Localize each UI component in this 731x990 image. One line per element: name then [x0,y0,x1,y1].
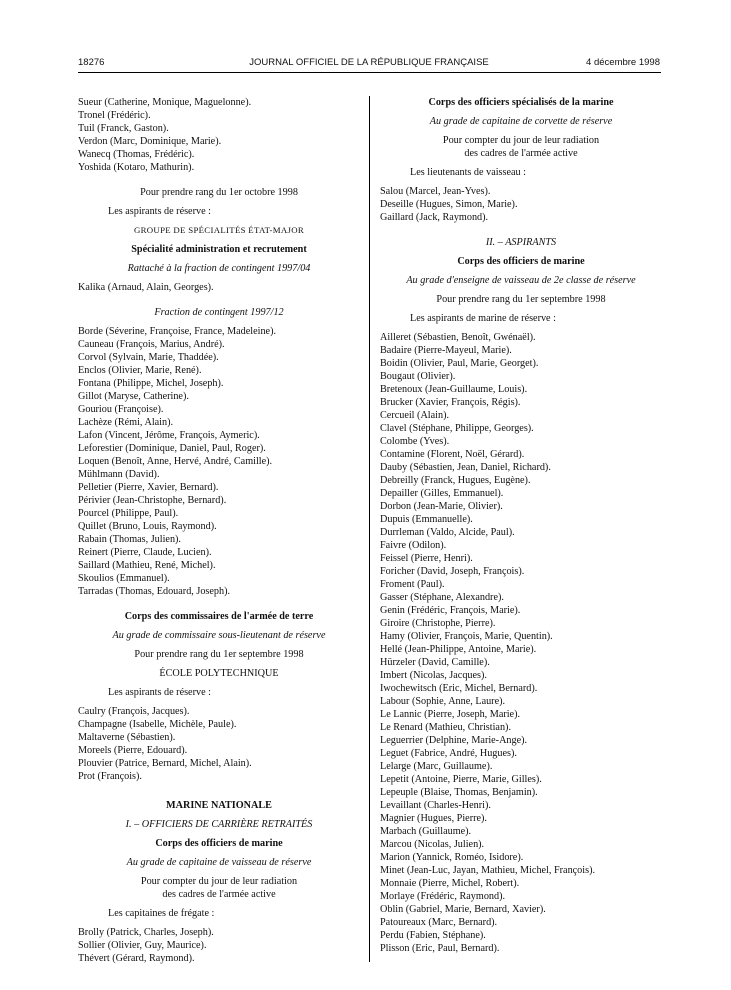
list-item: Tuil (Franck, Gaston). [78,123,169,134]
list-item: Labour (Sophie, Anne, Laure). [380,696,506,707]
rank-date: Pour prendre rang du 1er septembre 1998 [134,649,304,660]
list-item: Gasser (Stéphane, Alexandre). [380,592,504,603]
list-item: Loquen (Benoît, Anne, Hervé, André, Camille). [78,456,273,467]
list-item: Deseille (Hugues, Simon, Marie). [380,199,518,210]
list-item: Tarradas (Thomas, Edouard, Joseph). [78,586,231,597]
list-item: Verdon (Marc, Dominique, Marie). [78,136,222,147]
subheading: Au grade de commissaire sous-lieutenant de réserve [112,630,326,641]
list-item: Fontana (Philippe, Michel, Joseph). [78,378,224,389]
list-item: Hamy (Olivier, François, Marie, Quentin). [380,631,553,642]
list-intro: Les aspirants de réserve : [108,206,211,217]
effective-note: des cadres de l'armée active [464,148,578,159]
list-item: Iwochewitsch (Eric, Michel, Bernard). [380,683,538,694]
list-item: Dupuis (Emmanuelle). [380,514,473,525]
section-heading: Corps des commissaires de l'armée de terre [124,611,314,622]
left-column [78,96,360,965]
list-item: Périvier (Jean-Christophe, Bernard). [78,495,227,506]
list-item: Patoureaux (Marc, Bernard). [380,917,498,928]
subheading: II. – ASPIRANTS [485,237,557,248]
list-item: Contamine (Florent, Noël, Gérard). [380,449,525,460]
list-item: Bretenoux (Jean-Guillaume, Louis). [380,384,528,395]
subheading: Au grade de capitaine de vaisseau de réserve [126,857,312,868]
list-item: Lepetit (Antoine, Pierre, Marie, Gilles). [380,774,542,785]
list-item: Salou (Marcel, Jean-Yves). [380,186,491,197]
header-rule [78,72,661,73]
right-column [380,96,662,955]
list-item: Borde (Séverine, Françoise, France, Madeleine). [78,326,277,337]
list-intro: Les aspirants de réserve : [108,687,211,698]
subheading: Fraction de contingent 1997/12 [154,307,284,318]
list-item: Boidin (Olivier, Paul, Marie, Georget). [380,358,539,369]
list-item: Quillet (Bruno, Louis, Raymond). [78,521,217,532]
subheading: Au grade d'enseigne de vaisseau de 2e classe de réserve [406,275,636,286]
list-item: Pelletier (Pierre, Xavier, Bernard). [78,482,219,493]
list-item: Froment (Paul). [380,579,445,590]
list-item: Leguerrier (Delphine, Marie-Ange). [380,735,528,746]
major-heading: MARINE NATIONALE [166,800,272,811]
list-item: Brolly (Patrick, Charles, Joseph). [78,927,214,938]
list-item: Skoulios (Emmanuel). [78,573,170,584]
list-item: Lepeuple (Blaise, Thomas, Benjamin). [380,787,538,798]
group-heading: GROUPE DE SPÉCIALITÉS ÉTAT-MAJOR [133,225,305,235]
list-item: Champagne (Isabelle, Michèle, Paule). [78,719,237,730]
rank-date: Pour prendre rang du 1er septembre 1998 [436,294,606,305]
list-item: Tronel (Frédéric). [78,110,151,121]
effective-note: Pour compter du jour de leur radiation [140,876,298,887]
list-item: Prot (François). [78,771,142,782]
list-item: Marbach (Guillaume). [380,826,472,837]
list-item: Durrleman (Valdo, Alcide, Paul). [380,527,515,538]
list-intro: Les capitaines de frégate : [108,908,215,919]
list-item: Gaillard (Jack, Raymond). [380,212,489,223]
list-item: Morlaye (Frédéric, Raymond). [380,891,506,902]
list-item: Levaillant (Charles-Henri). [380,800,491,811]
list-item: Lelarge (Marc, Guillaume). [380,761,493,772]
page-header [78,57,660,71]
list-item: Perdu (Fabien, Stéphane). [380,930,486,941]
list-item: Plisson (Eric, Paul, Bernard). [380,943,500,954]
list-item: Saillard (Mathieu, René, Michel). [78,560,216,571]
rank-date: Pour prendre rang du 1er octobre 1998 [140,187,298,198]
journal-title: JOURNAL OFFICIEL DE LA RÉPUBLIQUE FRANÇAISE [249,57,489,68]
column-divider [369,96,370,962]
section-heading: Corps des officiers de marine [457,256,585,267]
list-item: Lafon (Vincent, Jérôme, François, Aymeric). [78,430,260,441]
list-item: Yoshida (Kotaro, Mathurin). [78,162,195,173]
list-item: Maltaverne (Sébastien). [78,732,176,743]
effective-note: des cadres de l'armée active [162,889,276,900]
list-item: Lachèze (Rémi, Alain). [78,417,174,428]
list-item: Oblin (Gabriel, Marie, Bernard, Xavier). [380,904,546,915]
list-item: Brucker (Xavier, François, Régis). [380,397,521,408]
list-item: Reinert (Pierre, Claude, Lucien). [78,547,212,558]
list-item: Ailleret (Sébastien, Benoît, Gwénaël). [380,332,536,343]
list-item: Gillot (Maryse, Catherine). [78,391,189,402]
list-item: Thévert (Gérard, Raymond). [78,953,195,964]
effective-note: Pour compter du jour de leur radiation [442,135,600,146]
list-item: Sueur (Catherine, Monique, Maguelonne). [78,97,252,108]
subheading: Au grade de capitaine de corvette de réserve [429,116,613,127]
list-item: Caulry (François, Jacques). [78,706,190,717]
list-item: Enclos (Olivier, Marie, René). [78,365,202,376]
list-item: Depailler (Gilles, Emmanuel). [380,488,504,499]
list-item: Dauby (Sébastien, Jean, Daniel, Richard). [380,462,551,473]
list-item: Faivre (Odilon). [380,540,447,551]
list-item: Le Renard (Mathieu, Christian). [380,722,511,733]
issue-date: 4 décembre 1998 [586,57,660,68]
list-item: Marcou (Nicolas, Julien). [380,839,485,850]
list-item: Clavel (Stéphane, Philippe, Georges). [380,423,534,434]
list-item: Hellé (Jean-Philippe, Antoine, Marie). [380,644,537,655]
list-item: Debreilly (Franck, Hugues, Eugène). [380,475,531,486]
list-item: Genin (Frédéric, François, Marie). [380,605,521,616]
list-item: Gouriou (Françoise). [78,404,164,415]
list-item: Sollier (Olivier, Guy, Maurice). [78,940,207,951]
list-item: Colombe (Yves). [380,436,450,447]
list-item: Dorbon (Jean-Marie, Olivier). [380,501,503,512]
list-item: Pourcel (Philippe, Paul). [78,508,179,519]
list-item: Imbert (Nicolas, Jacques). [380,670,487,681]
list-item: Hürzeler (David, Camille). [380,657,490,668]
list-item: Giroire (Christophe, Pierre). [380,618,496,629]
section-heading: Corps des officiers de marine [155,838,283,849]
list-item: Plouvier (Patrice, Bernard, Michel, Alain). [78,758,252,769]
list-item: Le Lannic (Pierre, Joseph, Marie). [380,709,521,720]
list-item: Marion (Yannick, Roméo, Isidore). [380,852,524,863]
list-item: Cercueil (Alain). [380,410,450,421]
list-item: Rabain (Thomas, Julien). [78,534,181,545]
list-item: Corvol (Sylvain, Marie, Thaddée). [78,352,219,363]
list-intro: Les aspirants de marine de réserve : [410,313,556,324]
list-intro: Les lieutenants de vaisseau : [410,167,526,178]
list-item: Minet (Jean-Luc, Jayan, Mathieu, Michel, François). [380,865,596,876]
list-item: Foricher (David, Joseph, François). [380,566,525,577]
list-item: Mühlmann (David). [78,469,160,480]
subheading: Rattaché à la fraction de contingent 1997/04 [127,263,311,274]
section-heading: Spécialité administration et recrutement [131,244,307,255]
list-item: Cauneau (François, Marius, André). [78,339,225,350]
list-item: Bougaut (Olivier). [380,371,456,382]
list-item: Leguet (Fabrice, André, Hugues). [380,748,517,759]
subheading: I. – OFFICIERS DE CARRIÈRE RETRAITÉS [125,819,313,830]
list-item: Moreels (Pierre, Edouard). [78,745,188,756]
list-item: Feissel (Pierre, Henri). [380,553,473,564]
section-heading: Corps des officiers spécialisés de la marine [428,97,614,108]
list-item: Magnier (Hugues, Pierre). [380,813,487,824]
list-item: Wanecq (Thomas, Frédéric). [78,149,195,160]
page-number: 18276 [78,57,105,68]
list-item: Monnaie (Pierre, Michel, Robert). [380,878,520,889]
list-item: Badaire (Pierre-Mayeul, Marie). [380,345,512,356]
school-heading: ÉCOLE POLYTECHNIQUE [159,668,279,679]
list-item: Kalika (Arnaud, Alain, Georges). [78,282,214,293]
list-item: Leforestier (Dominique, Daniel, Paul, Roger). [78,443,266,454]
